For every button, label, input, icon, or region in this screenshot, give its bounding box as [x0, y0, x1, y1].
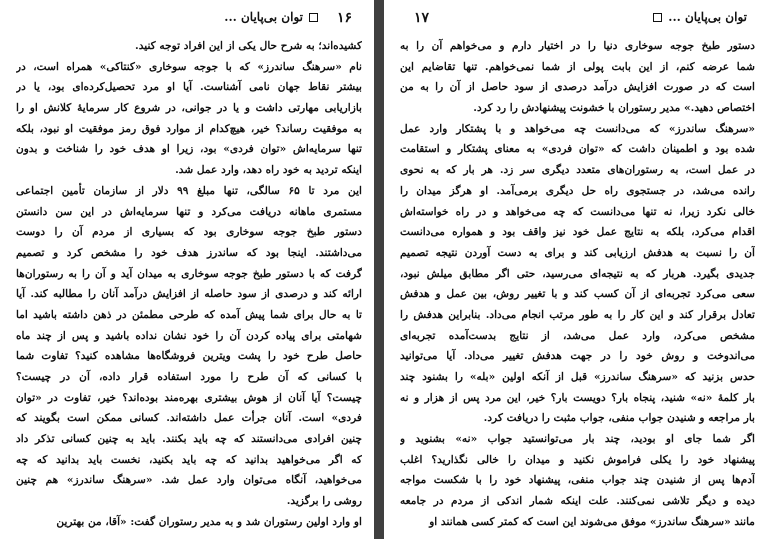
text-line: فردی» است. آنان جرأت عمل داشته‌اند. کسانی ممکن است بگویند که — [16, 412, 362, 425]
square-separator-icon — [653, 13, 662, 22]
text-line: مانند «سرهنگ ساندرز» موفق می‌شوند این است که کمتر کسی همانند او — [429, 515, 755, 528]
right-page — [400, 0, 755, 539]
text-line: در عمل است، به رستوران‌های متعدد دیگری سر زد. هر بار که به نحوی — [400, 164, 755, 177]
text-line: است که در صورت افزایش درآمد درصدی از سود حاصل از آن را به من — [400, 81, 755, 94]
running-title-text: توان بی‌پایان ... — [668, 10, 747, 24]
text-line: آدم‌ها پس از شنیدن چند جواب منفی، پیشنهاد خود را با شکست مواجه — [400, 474, 755, 487]
page-header — [400, 10, 755, 30]
text-line: تا به حال برای شما پیش آمده که طرحی مطمئن در ذهن داشته باشید اما — [16, 308, 362, 321]
text-line: رانده می‌شد، در جستجوی راه حل دیگری برمی‌آمد. او هرگز میدان را — [400, 184, 755, 197]
text-line: تعادل برقرار کند و این کار را به طور مرتب انجام می‌داد. بنابراین هدفش را — [400, 308, 755, 321]
text-line: بار کلمهٔ «نه» شنید، پنجاه بار؟ دویست بار؟ خیر، این مرد پس از هزار و نه — [400, 391, 755, 404]
text-line: با کسانی که آن طرح را مورد استفاده قرار داده، آن در چیست؟ — [16, 371, 362, 383]
text-line: مشخص می‌کرد، وارد عمل می‌شد، از نتایج بدست‌آمده تجربه‌ای — [400, 329, 755, 342]
text-line: شما عرضه کنم، از این بابت پولی از شما نمی‌خواهم. تنها تقاضایم این — [400, 60, 755, 73]
text-line: سعی می‌کرد تجربه‌ای از آن کسب کند و با تغییر روش، بین عمل و هدفش — [400, 288, 755, 301]
text-line: پیشنهاد خود را یکلی فراموش نکنید و میدان را خالی نگذارید؟ اغلب — [400, 453, 755, 466]
text-line: اگر شما جای او بودید، چند بار می‌توانستید جواب «نه» بشنوید و — [400, 433, 755, 446]
text-line: اقدام می‌کرد، بلکه به نتایج عمل خود نیز واقف بود و همواره می‌دانست — [400, 226, 755, 239]
text-line: چیست؟ آیا آنان از هوش بیشتری بهره‌مند بوده‌اند؟ خیر، تفاوت در «توان — [16, 391, 362, 404]
text-line: حدس بزنید که «سرهنگ ساندرز» قبل از آنکه اولین «بله» را بشنود چند — [400, 371, 755, 383]
text-line: کشیده‌اند؛ به شرح حال یکی از این افراد توجه کنید. — [135, 40, 362, 52]
text-line: روشی را برگزید. — [286, 495, 362, 508]
text-line: شهامتی برای پیاده کردن آن را خود نشان نداده باشید و پس از چند ماه — [16, 329, 362, 342]
text-line: گرفت که با دستور طبخ جوجه سوخاری به میدان آید و آن را به رستوران‌ها — [16, 267, 362, 280]
text-line: دستور طبخ جوجه سوخاری بود که بسیاری از مردم آن را دوست — [16, 226, 362, 239]
text-line: که اگر می‌خواهید بدانید که چه باید بکنید، نخست باید بدانید که چه — [16, 453, 362, 466]
text-line: دستور طبخ جوجه سوخاری دنیا را در اختیار دارم و می‌خواهم آن را به — [400, 40, 755, 52]
text-line: جدیدی بگیرد. هربار که به نتیجه‌ای می‌رسید، حتی اگر مطابق میلش نبود، — [400, 267, 755, 280]
book-spine — [374, 0, 384, 539]
text-line: اختصاص دهید.» مدیر رستوران با خشونت پیشنهادش را رد کرد. — [473, 102, 755, 115]
text-line: ارائه کند و درصدی از سود حاصله از افزایش درآمد آنان را مطالبه کند. آیا — [16, 288, 362, 301]
page-text — [16, 36, 362, 533]
text-line: بیشتر نقاط جهان نامی آشناست. آیا او مرد تحصیل‌کرده‌ای بود، یا در — [16, 81, 362, 94]
text-line: «سرهنگ ساندرز» که می‌دانست چه می‌خواهد و با پشتکار وارد عمل — [400, 122, 755, 135]
text-line: شده بود و اطمینان داشت که «توان فردی» به معنای پشتکار و استقامت — [400, 143, 755, 156]
square-separator-icon — [309, 13, 318, 22]
text-line: می‌اندوخت و روش خود را در جهت هدفش تغییر می‌داد. آیا می‌توانید — [400, 350, 755, 363]
page-text — [400, 36, 755, 533]
running-title — [224, 10, 324, 24]
text-line: تنها سرمایه‌اش «توان فردی» بود، زیرا او هدف خود را شناخت و بدون — [16, 143, 362, 156]
left-page — [16, 0, 362, 539]
text-line: خالی نکرد زیرا، نه تنها می‌دانست که چه می‌خواهد و در راه خواسته‌اش — [400, 205, 755, 218]
text-line: حاصل طرح خود را پشت ویترین فروشگاه‌ها مشاهده کنید؟ تفاوت شما — [16, 350, 362, 363]
page-number: ۱۷ — [414, 10, 430, 26]
page-number: ۱۶ — [336, 10, 352, 26]
text-line: دیده و دیگر تلاشی نمی‌کنند. علت اینکه شمار اندکی از مردم در جامعه — [400, 495, 755, 508]
text-line: این مرد تا ۶۵ سالگی، تنها مبلغ ۹۹ دلار از سازمان تأمین اجتماعی — [16, 184, 362, 197]
text-line: بازاریابی مهارتی داشت و یا در جوانی، در شروع کار سرمایهٔ کلانش او را — [16, 102, 362, 115]
text-line: مستمری ماهانه دریافت می‌کرد و تنها سرمایه‌اش در این سن دانستن — [16, 205, 362, 218]
page-header — [16, 10, 362, 30]
text-line: نام «سرهنگ ساندرز» که با جوجه سوخاری «کنتاکی» همراه است، در — [16, 60, 362, 73]
text-line: بار مراجعه و شنیدن جواب منفی، جواب مثبت را دریافت کرد. — [483, 412, 755, 425]
text-line: به موفقیت رساند؟ خیر، هیچ‌کدام از موارد فوق رمز موفقیت او نبود، بلکه — [16, 122, 362, 135]
text-line: می‌داشتند. اینجا بود که ساندرز هدف خود را مشخص کرد و تصمیم — [16, 246, 362, 259]
text-line: آن را نسبت به هدفش ارزیابی کند و برای به دست آوردن نتیجه تصمیم — [400, 246, 755, 259]
running-title — [647, 10, 747, 24]
text-line: او وارد اولین رستوران شد و به مدیر رستوران گفت: «آقا، من بهترین — [56, 515, 362, 528]
text-line: اینکه تردید به خود راه دهد، وارد عمل شد. — [175, 164, 362, 177]
running-title-text: توان بی‌پایان ... — [224, 10, 303, 24]
text-line: چنین افرادی می‌دانستند که چه باید بکنند. باید به چنین کسانی تذکر داد — [16, 433, 362, 446]
text-line: می‌خواهید، آنگاه می‌توان وارد عمل شد. «سرهنگ ساندرز» هم چنین — [16, 474, 362, 487]
